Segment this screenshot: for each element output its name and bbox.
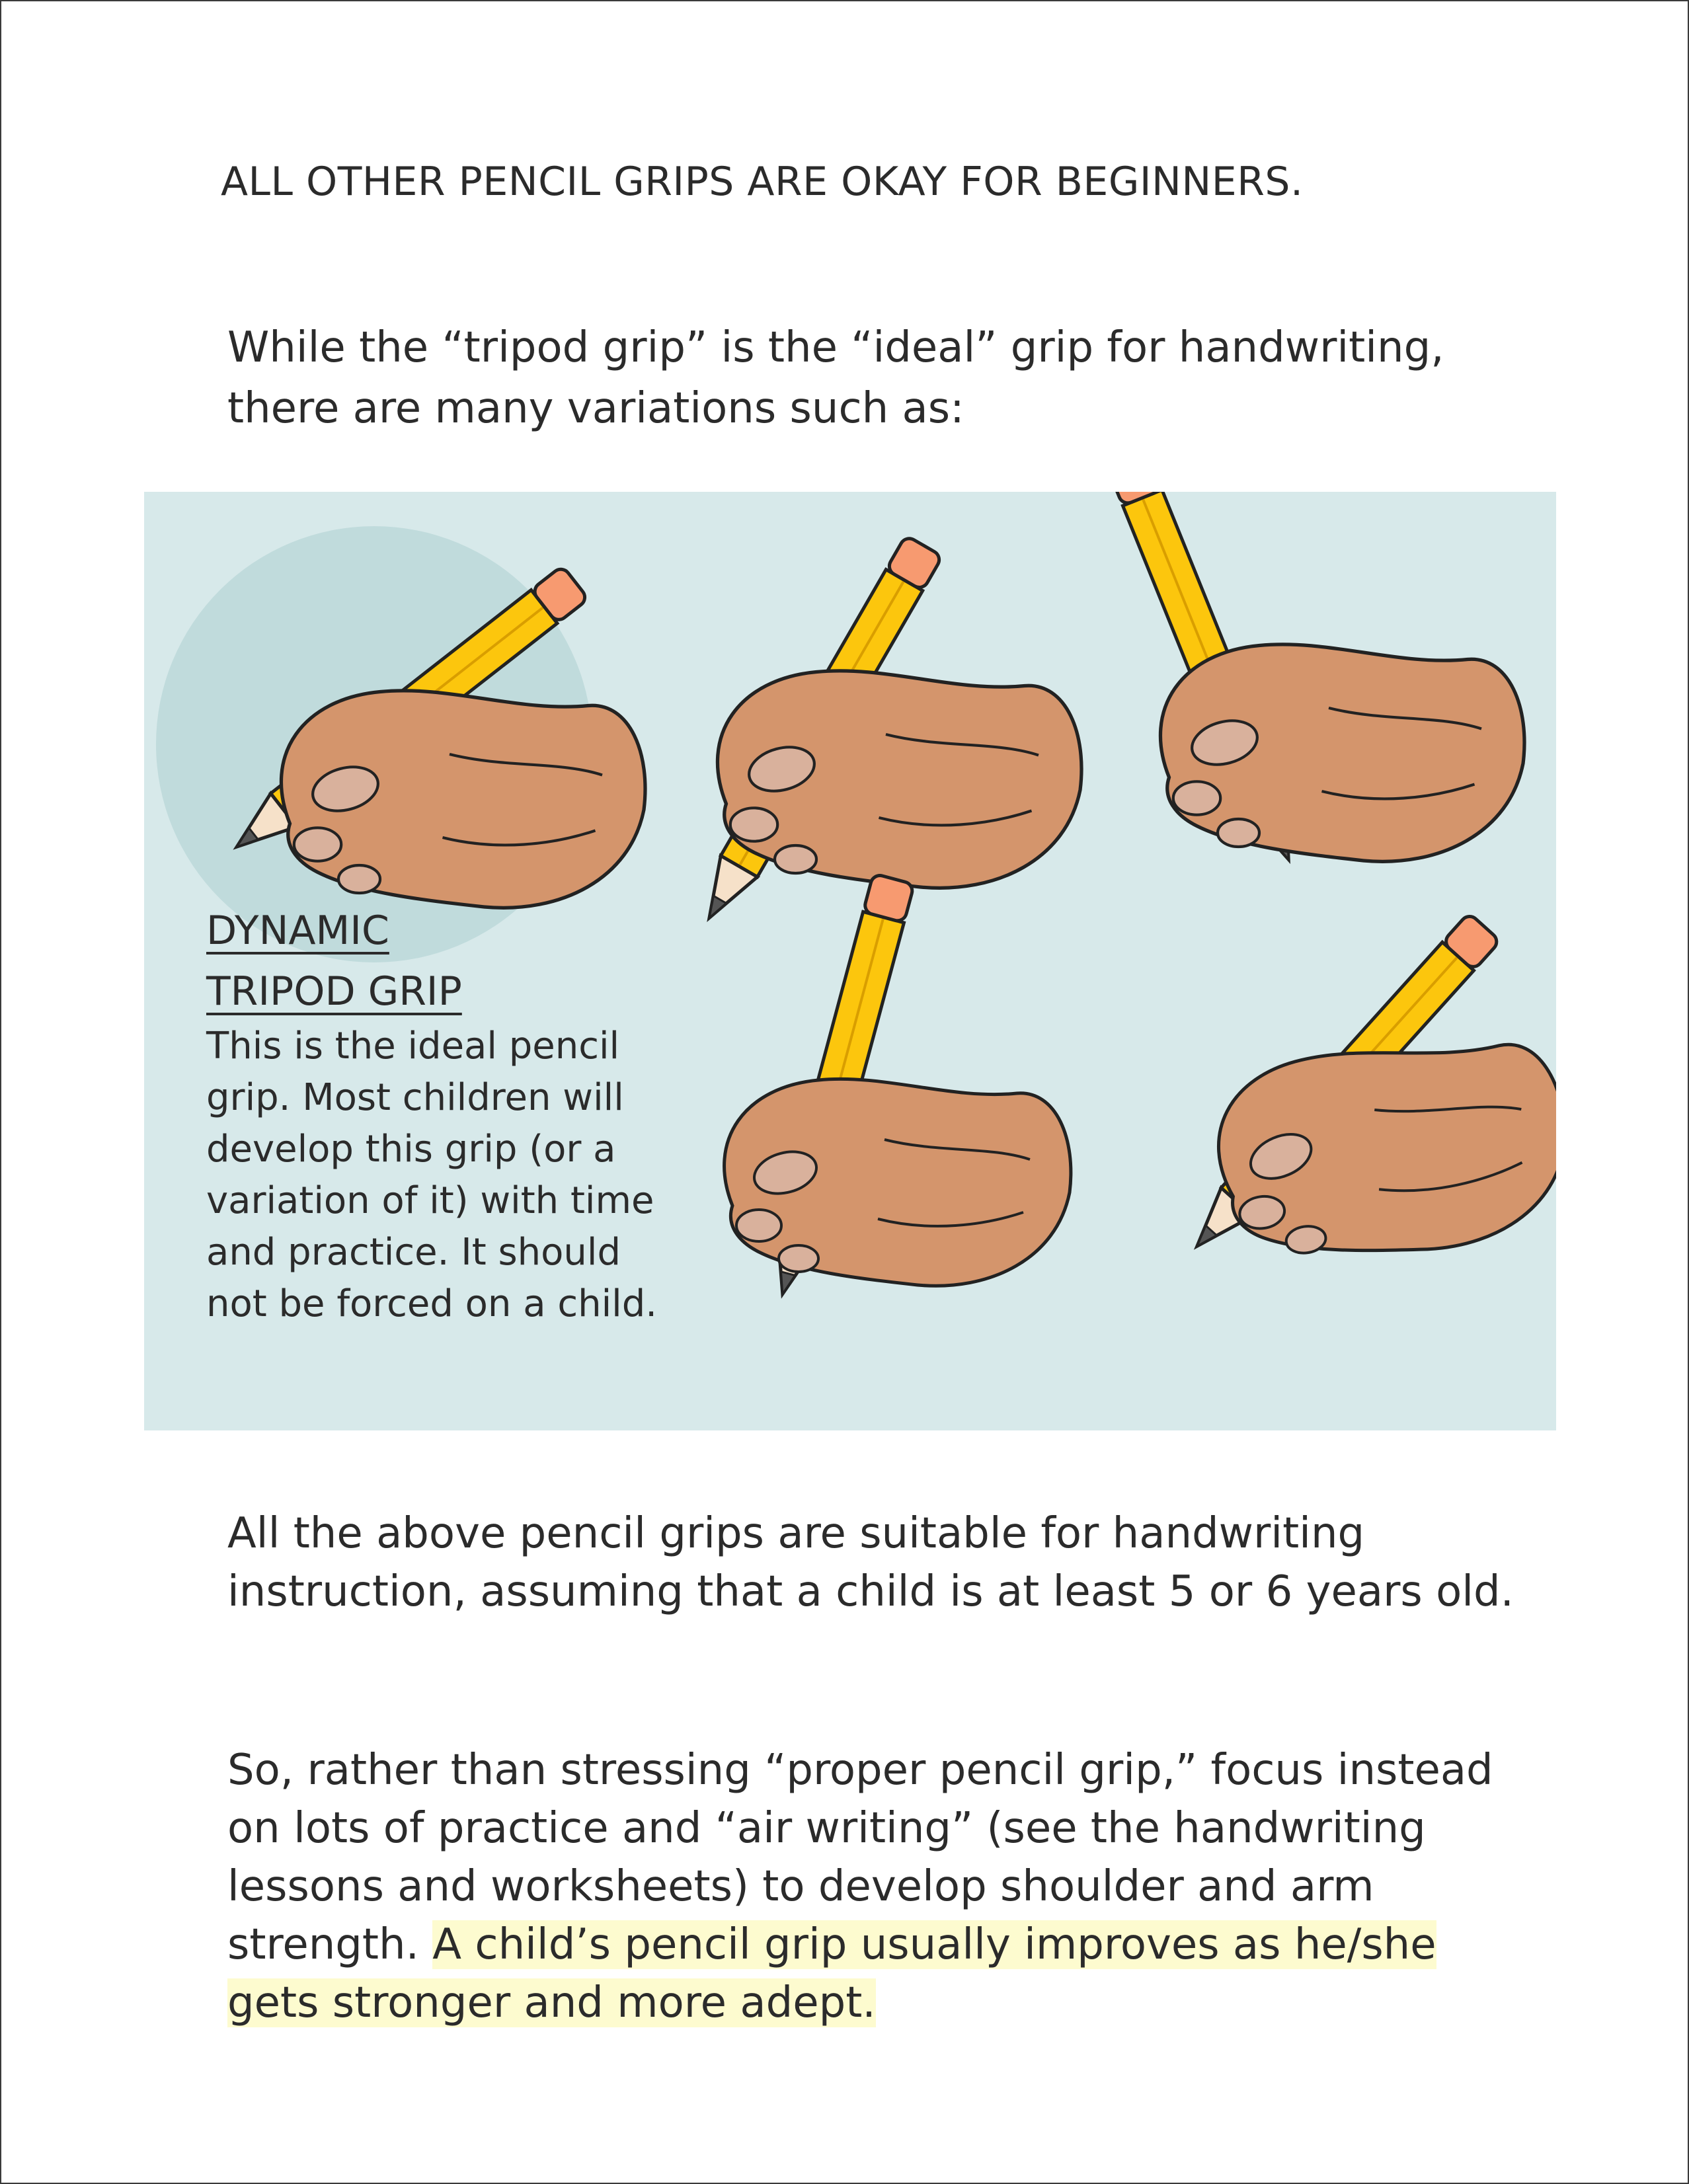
grip-3-hand-holding-pencil-icon [1108,492,1524,867]
grip-2-hand-holding-pencil-icon [691,535,1081,929]
paragraph-suitability: All the above pencil grips are suitable for handwriting instruction, assuming that a child is at least 5 or 6 years old. [227,1509,1514,1616]
highlighted-text: A child’s pencil grip usually improves as he/she gets stronger and more adept. [227,1920,1436,2027]
page-heading: ALL OTHER PENCIL GRIPS ARE OKAY FOR BEGINNERS. [221,159,1304,205]
grip-5-hand-holding-pencil-icon [1181,913,1556,1277]
grip-title-line2: TRIPOD GRIP [206,968,462,1015]
intro-text: While the “tripod grip” is the “ideal” grip for handwriting, there are many variations such as: [227,323,1444,433]
grip-description: This is the ideal pencil grip. Most children will develop this grip (or a variation of it) with time and practice. It should not be forced on a child. [206,1025,658,1325]
paragraph-advice [227,1741,1523,2032]
paragraph-advice-text: So, rather than stressing “proper pencil grip,” focus instead on lots of practice and “air writing” (see the handwriting lessons and worksheets) to develop shoulder and arm strength. [227,1746,1493,1969]
grip-title [206,900,462,1022]
grip-4-hand-holding-pencil-icon [725,873,1071,1299]
grip-panel [144,492,1556,1430]
grip-title-line1: DYNAMIC [206,908,389,954]
